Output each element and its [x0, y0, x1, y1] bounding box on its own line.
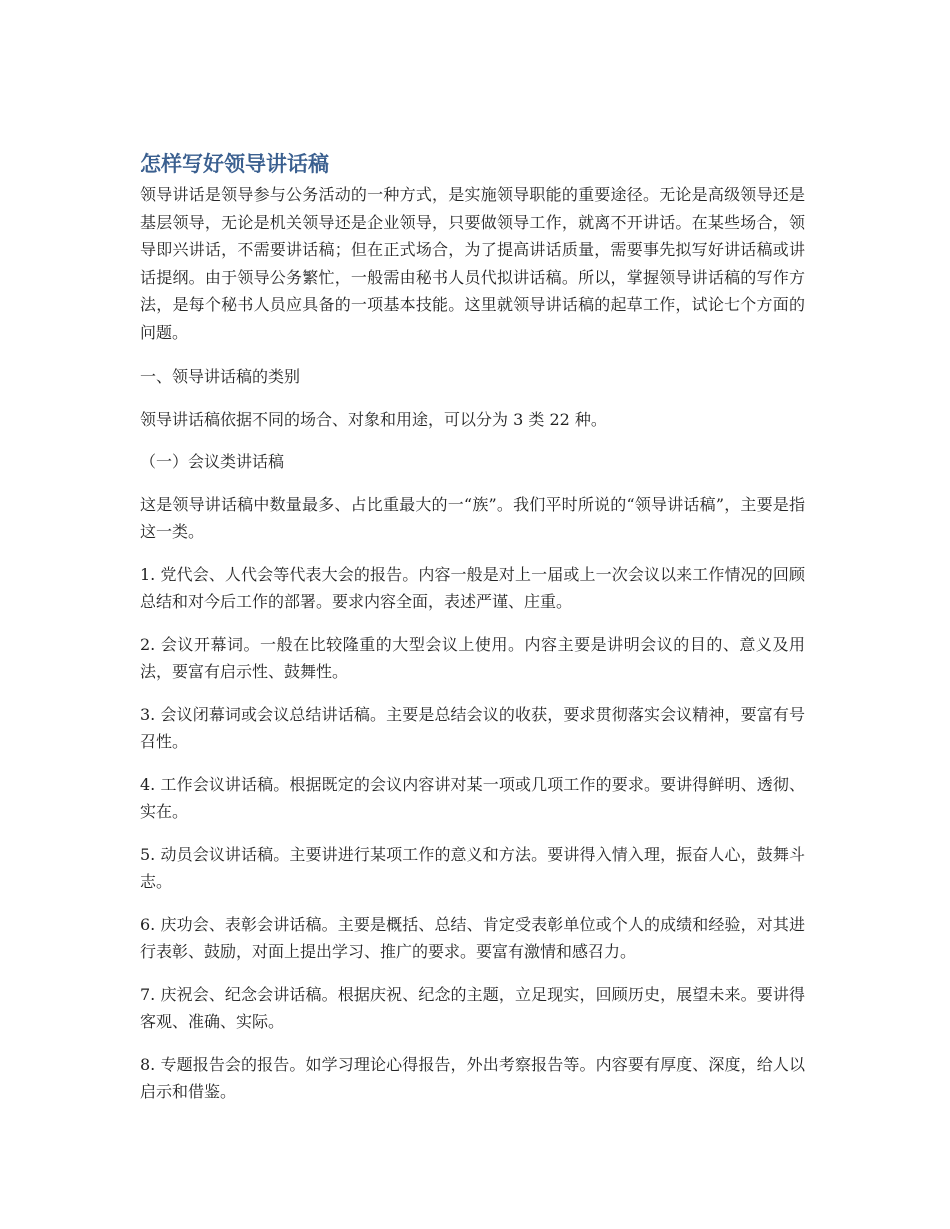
list-item: 5. 动员会议讲话稿。主要讲进行某项工作的意义和方法。要讲得入情入理，振奋人心，鼓舞斗志。 [140, 844, 805, 891]
list-item: 3. 会议闭幕词或会议总结讲话稿。主要是总结会议的收获，要求贯彻落实会议精神，要富有号召性。 [140, 704, 805, 751]
list-item: 2. 会议开幕词。一般在比较隆重的大型会议上使用。内容主要是讲明会议的目的、意义及用法，要富有启示性、鼓舞性。 [140, 634, 805, 681]
list-item: 7. 庆祝会、纪念会讲话稿。根据庆祝、纪念的主题，立足现实，回顾历史，展望未来。要讲得客观、准确、实际。 [140, 984, 805, 1031]
subsection-paragraph: 这是领导讲话稿中数量最多、占比重最大的一“族”。我们平时所说的“领导讲话稿”，主要是指这一类。 [140, 494, 805, 541]
section-paragraph: 领导讲话稿依据不同的场合、对象和用途，可以分为 3 类 22 种。 [140, 409, 607, 429]
list-item: 1. 党代会、人代会等代表大会的报告。内容一般是对上一届或上一次会议以来工作情况的回顾总结和对今后工作的部署。要求内容全面，表述严谨、庄重。 [140, 564, 805, 611]
list-item: 6. 庆功会、表彰会讲话稿。主要是概括、总结、肯定受表彰单位或个人的成绩和经验，对其进行表彰、鼓励，对面上提出学习、推广的要求。要富有激情和感召力。 [140, 914, 805, 961]
document-title: 怎样写好领导讲话稿 [140, 152, 329, 176]
subsection-heading: （一）会议类讲话稿 [140, 452, 285, 471]
document-page [140, 150, 805, 1121]
list-item: 4. 工作会议讲话稿。根据既定的会议内容讲对某一项或几项工作的要求。要讲得鲜明、透彻、实在。 [140, 774, 805, 821]
list-item: 8. 专题报告会的报告。如学习理论心得报告，外出考察报告等。内容要有厚度、深度，给人以启示和借鉴。 [140, 1054, 805, 1101]
section-heading: 一、领导讲话稿的类别 [140, 367, 301, 386]
intro-paragraph: 领导讲话是领导参与公务活动的一种方式，是实施领导职能的重要途径。无论是高级领导还是基层领导，无论是机关领导还是企业领导，只要做领导工作，就离不开讲话。在某些场合，领导即兴讲话，不需要讲话稿；但在正式场合，为了提高讲话质量，需要事先拟写好讲话稿或讲话提纲。由于领导公务繁忙，一般需由秘书人员代拟讲话稿。所以，掌握领导讲话稿的写作方法，是每个秘书人员应具备的一项基本技能。这里就领导讲话稿的起草工作，试论七个方面的问题。 [140, 185, 805, 342]
